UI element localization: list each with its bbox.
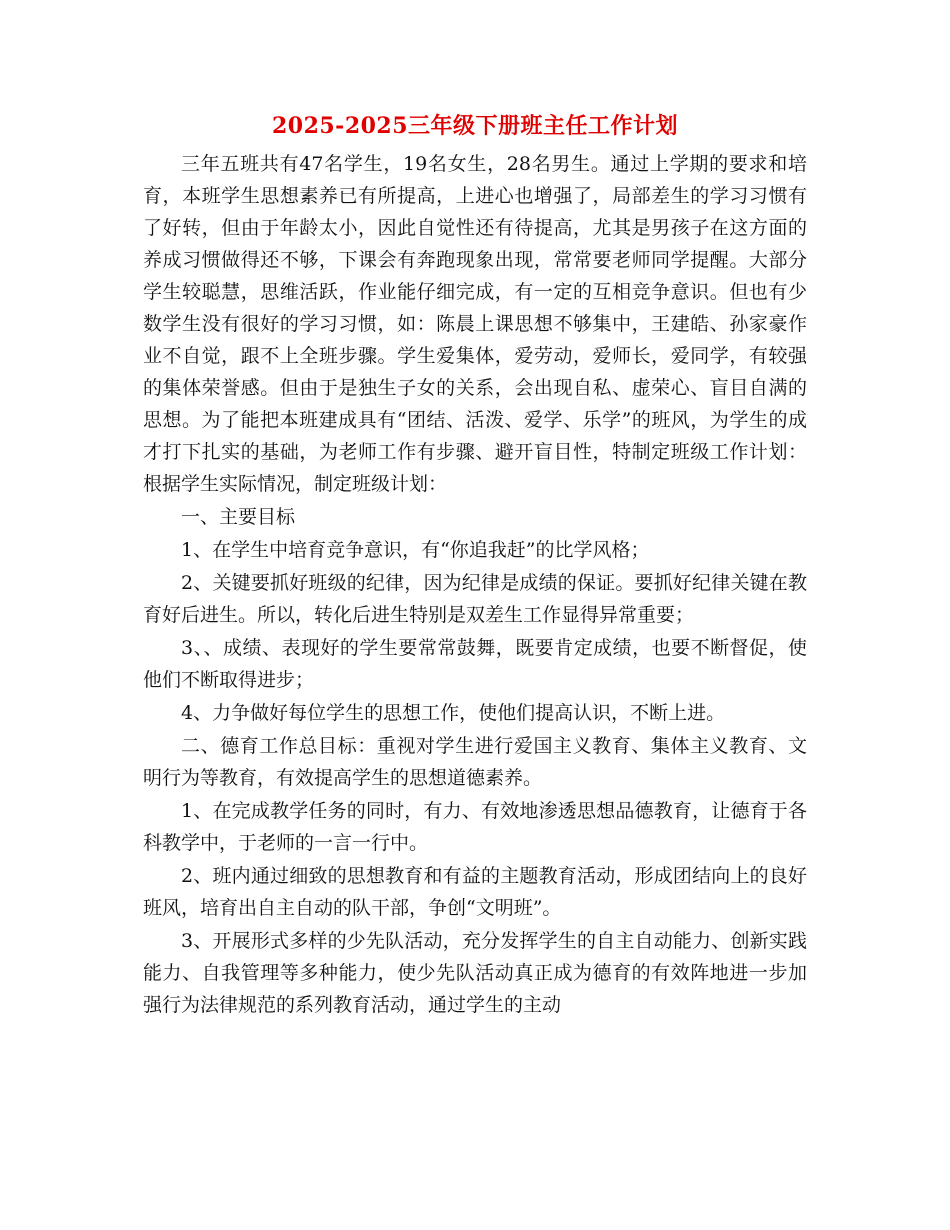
document-body [143, 148, 807, 1022]
list-item-goal-4: 4、力争做好每位学生的思想工作，使他们提高认识，不断上进。 [181, 702, 726, 724]
list-item-moral-1: 1、在完成教学任务的同时，有力、有效地渗透思想品德教育，让德育于各科教学中，于老师的一言一行中。 [143, 800, 807, 854]
document-title: 2025-2025三年级下册班主任工作计划 [271, 113, 679, 139]
paragraph-class-overview: 三年五班共有47名学生，19名女生，28名男生。通过上学期的要求和培育，本班学生思想素养已有所提高，上进心也增强了，局部差生的学习习惯有了好转，但由于年龄太小，因此自觉性还有待提高，尤其是男孩子在这方面的养成习惯做得还不够，下课会有奔跑现象出现，常常要老师同学提醒。大部分学生较聪慧，思维活跃，作业能仔细完成，有一定的互相竞争意识。但也有少数学生没有很好的学习习惯，如：陈晨上课思想不够集中，王建皓、孙家豪作业不自觉，跟不上全班步骤。学生爱集体，爱劳动，爱师长，爱同学，有较强的集体荣誉感。但由于是独生子女的关系，会出现自私、虚荣心、盲目自满的思想。为了能把本班建成具有“团结、活泼、爱学、乐学”的班风，为学生的成才打下扎实的基础，为老师工作有步骤、避开盲目性，特制定班级工作计划：根据学生实际情况，制定班级计划： [143, 153, 807, 495]
heading-moral-education: 二、德育工作总目标：重视对学生进行爱国主义教育、集体主义教育、文明行为等教育，有效提高学生的思想道德素养。 [143, 735, 807, 789]
list-item-goal-2: 2、关键要抓好班级的纪律，因为纪律是成绩的保证。要抓好纪律关键在教育好后进生。所以，转化后进生特别是双差生工作显得异常重要； [143, 572, 807, 626]
list-item-moral-2: 2、班内通过细致的思想教育和有益的主题教育活动，形成团结向上的良好班风，培育出自主自动的队干部，争创“文明班”。 [143, 865, 807, 919]
heading-main-goals: 一、主要目标 [181, 506, 296, 528]
list-item-moral-3: 3、开展形式多样的少先队活动，充分发挥学生的自主自动能力、创新实践能力、自我管理等多种能力，使少先队活动真正成为德育的有效阵地进一步加强行为法律规范的系列教育活动，通过学生的主动 [143, 930, 807, 1016]
list-item-goal-3: 3、、成绩、表现好的学生要常常鼓舞，既要肯定成绩，也要不断督促，使他们不断取得进步； [143, 637, 807, 691]
list-item-goal-1: 1、在学生中培育竞争意识，有“你追我赶”的比学风格； [181, 539, 650, 561]
